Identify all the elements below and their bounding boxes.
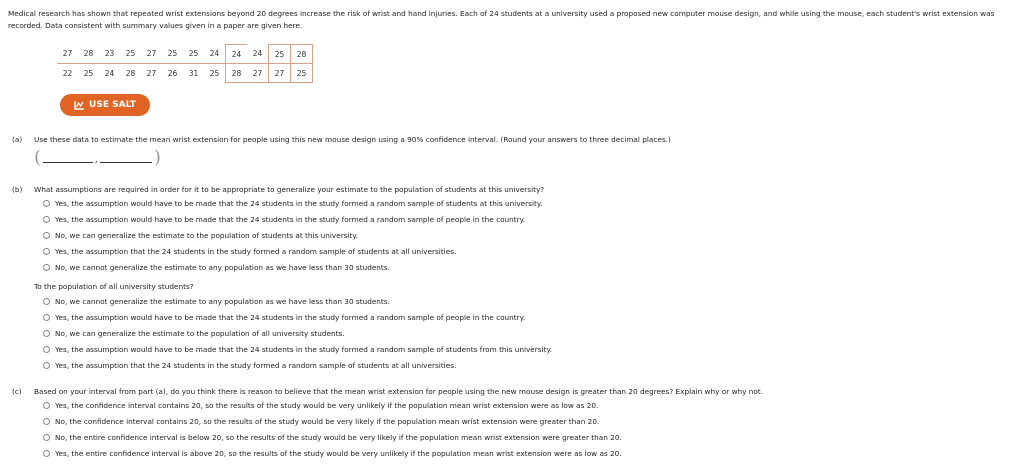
table-cell: 25 [269,45,291,64]
table-cell: 28 [83,49,94,59]
table-cell: 23 [104,49,115,59]
radio-option[interactable]: No, the confidence interval contains 20, so the results of the study would be very likely if the population mean wrist extension were greater than 20. [43,416,599,427]
radio-button[interactable] [43,200,50,207]
radio-button[interactable] [43,232,50,239]
table-cell: 24 [252,49,263,59]
radio-option[interactable]: Yes, the assumption would have to be made that the 24 students in the study formed a random sample of students at this university. [43,198,542,209]
table-cell: 27 [247,64,269,83]
close-paren: ) [153,146,161,168]
radio-button[interactable] [43,362,50,369]
table-row [57,64,313,83]
table-cell: 25 [78,64,99,83]
radio-button[interactable] [43,418,50,425]
table-cell: 28 [291,45,313,64]
radio-button[interactable] [43,402,50,409]
radio-option[interactable]: No, we can generalize the estimate to the population of students at this university. [43,230,358,241]
table-cell: 28 [226,64,248,83]
table-cell: 28 [120,64,141,83]
part-c-question [12,386,763,397]
part-a-question [12,134,671,145]
open-paren: ( [34,146,42,168]
radio-option[interactable]: Yes, the confidence interval contains 20, so the results of the study would be very unlikely if the population mean wrist extension were as low as 20. [43,400,598,411]
part-a-label: (a) [12,135,23,144]
part-a-text: Use these data to estimate the mean wrist extension for people using this new mouse design using a 90% confidence interval. (Round your answers to three decimal places.) [34,135,671,144]
radio-button[interactable] [43,314,50,321]
table-row [57,45,313,64]
part-b-label: (b) [12,185,23,194]
radio-button[interactable] [43,216,50,223]
table-cell: 25 [167,49,178,59]
table-cell: 24 [226,45,248,64]
radio-option[interactable]: Yes, the assumption would have to be made that the 24 students in the study formed a random sample of students from this university. [43,344,552,355]
confidence-interval-answer [34,146,161,168]
table-cell: 24 [99,64,120,83]
radio-button[interactable] [43,248,50,255]
radio-button[interactable] [43,434,50,441]
chart-icon [74,100,85,110]
radio-option[interactable]: Yes, the assumption that the 24 students in the study formed a random sample of students at all universities. [43,360,456,371]
radio-button[interactable] [43,264,50,271]
use-salt-button[interactable] [60,94,150,116]
table-cell: 27 [146,49,157,59]
part-c-text: Based on your interval from part (a), do you think there is reason to believe that the mean wrist extension for people using the new mouse design is greater than 20 degrees? Explain why or why not. [34,387,764,396]
part-b-question [12,184,544,195]
table-cell: 22 [57,64,78,83]
radio-button[interactable] [43,450,50,457]
use-salt-label: USE SALT [89,100,136,110]
part-c-label: (c) [12,387,22,396]
radio-option[interactable]: No, we cannot generalize the estimate to any population as we have less than 30 students. [43,296,390,307]
part-b-text: What assumptions are required in order for it to be appropriate to generalize your estimate to the population of students at this university? [34,185,545,194]
radio-option[interactable]: Yes, the assumption would have to be made that the 24 students in the study formed a random sample of people in the country. [43,214,525,225]
radio-option[interactable]: No, the entire confidence interval is below 20, so the results of the study would be very likely if the population mean wrist extension were greater than 20. [43,432,622,443]
table-cell: 25 [188,49,199,59]
table-cell: 26 [162,64,183,83]
table-cell: 25 [125,49,136,59]
table-cell: 31 [183,64,204,83]
table-cell: 25 [204,64,226,83]
part-b-subquestion: To the population of all university students? [34,282,194,291]
table-cell: 24 [209,49,220,59]
table-cell: 27 [141,64,162,83]
table-cell: 27 [269,64,291,83]
problem-intro: Medical research has shown that repeated wrist extensions beyond 20 degrees increase the risk of wrist and hand injuries. Each of 24 students at a university used a proposed new computer mouse design, and while using the mouse, each student's wrist extension was recorded. Data consistent with summary values given in a paper are given here. [8,9,995,30]
radio-option[interactable]: Yes, the assumption would have to be made that the 24 students in the study formed a random sample of people in the country. [43,312,525,323]
radio-option[interactable]: No, we can generalize the estimate to the population of all university students. [43,328,345,339]
radio-option[interactable]: Yes, the entire confidence interval is above 20, so the results of the study would be very unlikely if the population mean wrist extension were as low as 20. [43,448,622,459]
radio-button[interactable] [43,298,50,305]
radio-option[interactable]: Yes, the assumption that the 24 students in the study formed a random sample of students at all universities. [43,246,456,257]
lower-bound-input[interactable] [43,151,93,163]
interval-comma: , [95,155,98,165]
radio-button[interactable] [43,330,50,337]
data-table [57,44,313,83]
table-cell: 27 [62,49,73,59]
upper-bound-input[interactable] [100,151,152,163]
radio-option[interactable]: No, we cannot generalize the estimate to any population as we have less than 30 students. [43,262,390,273]
table-cell: 25 [291,64,313,83]
radio-button[interactable] [43,346,50,353]
